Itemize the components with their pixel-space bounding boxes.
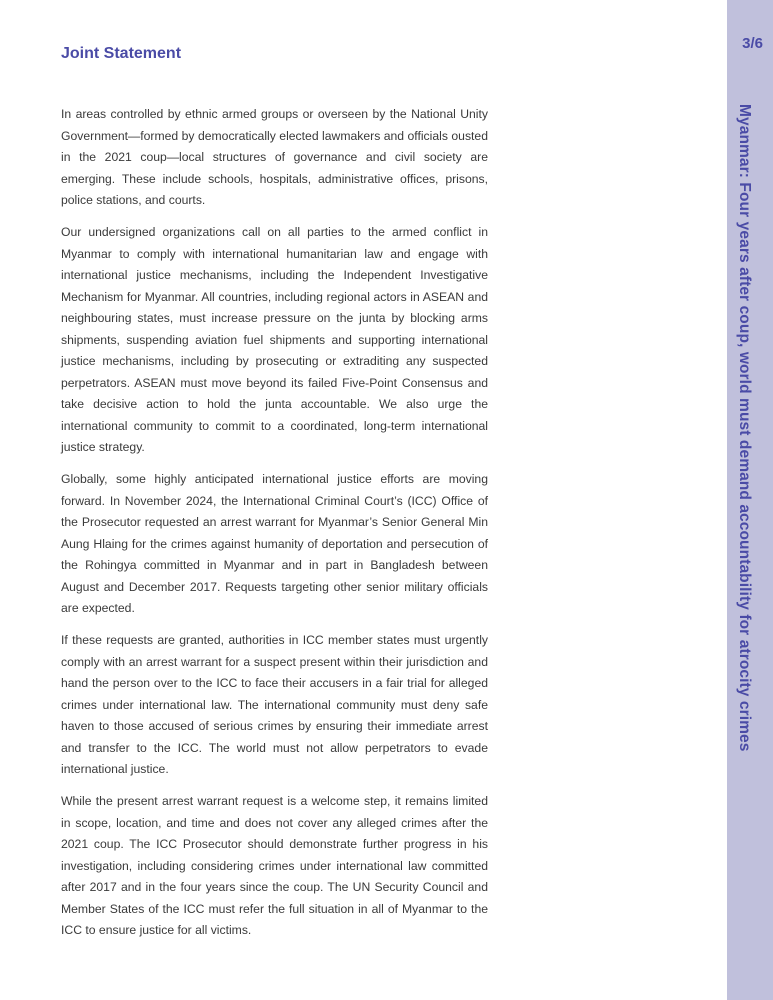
body-text <box>61 104 488 952</box>
paragraph: Our undersigned organizations call on all parties to the armed conflict in Myanmar to comply with international humanitarian law and engage with international justice mechanisms, including the Independent Investigative Mechanism for Myanmar. All countries, including regional actors in ASEAN and neighbouring states, must increase pressure on the junta by blocking arms shipments, suspending aviation fuel shipments and supporting international justice mechanisms, including by prosecuting or extraditing any suspected perpetrators. ASEAN must move beyond its failed Five-Point Consensus and take decisive action to hold the junta accountable. We also urge the international community to commit to a coordinated, long-term international justice strategy. <box>61 225 488 454</box>
sidebar <box>727 0 773 1000</box>
paragraph: If these requests are granted, authorities in ICC member states must urgently comply with an arrest warrant for a suspect present within their jurisdiction and hand the person over to the ICC to face their accusers in a fair trial for alleged crimes under international law. The international community must deny safe haven to those accused of serious crimes by ensuring their immediate arrest and transfer to the ICC. The world must not allow perpetrators to evade international justice. <box>61 633 488 776</box>
paragraph: Globally, some highly anticipated international justice efforts are moving forward. In November 2024, the International Criminal Court’s (ICC) Office of the Prosecutor requested an arrest warrant for Myanmar’s Senior General Min Aung Hlaing for the crimes against humanity of deportation and persecution of the Rohingya committed in Myanmar and in part in Bangladesh between August and December 2017. Requests targeting other senior military officials are expected. <box>61 472 488 615</box>
paragraph: While the present arrest warrant request is a welcome step, it remains limited in scope, location, and time and does not cover any alleged crimes after the 2021 coup. The ICC Prosecutor should demonstrate further progress in his investigation, including considering crimes under international law committed after 2017 and in the four years since the coup. The UN Security Council and Member States of the ICC must refer the full situation in all of Myanmar to the ICC to ensure justice for all victims. <box>61 794 488 937</box>
section-title: Joint Statement <box>61 45 182 62</box>
paragraph: In areas controlled by ethnic armed groups or overseen by the National Unity Government—formed by democratically elected lawmakers and officials ousted in the 2021 coup—local structures of governance and civil society are emerging. These include schools, hospitals, administrative offices, prisons, police stations, and courts. <box>61 107 488 207</box>
page-number: 3/6 <box>742 35 763 52</box>
running-title: Myanmar: Four years after coup, world must demand accountability for atrocity crimes <box>736 104 753 752</box>
